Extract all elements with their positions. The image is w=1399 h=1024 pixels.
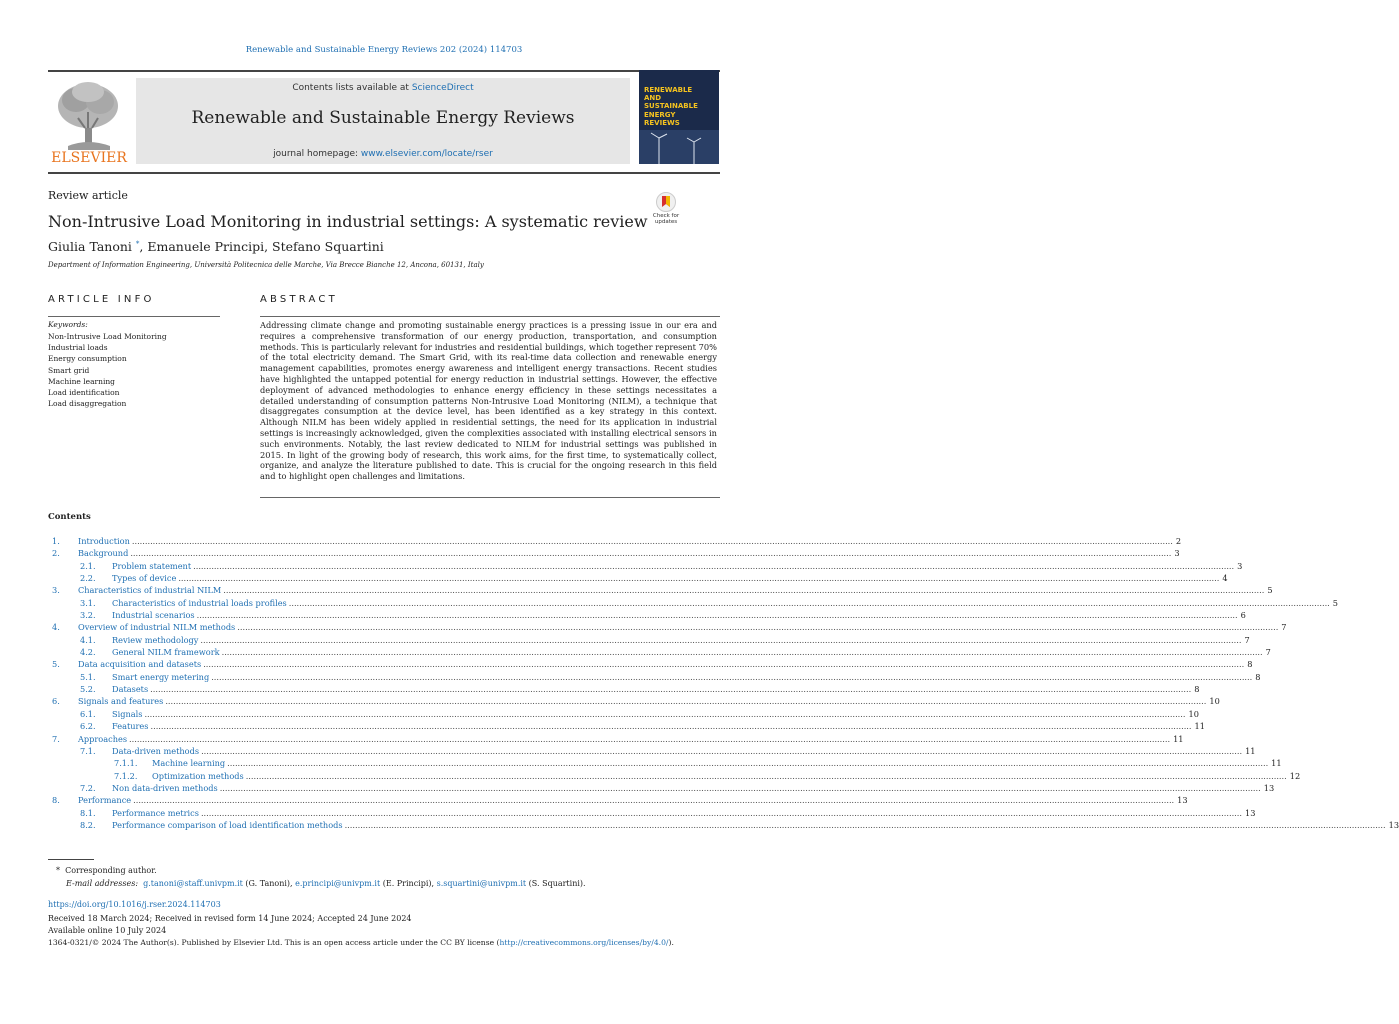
contents-heading: Contents [48, 512, 91, 522]
toc-number: 8.1. [80, 807, 96, 818]
toc-number: 6.1. [80, 708, 96, 719]
toc-leader-dots: ................................................................................................................................................................................................................................................................................................................................................................................................................ [219, 782, 1261, 793]
footnote-mark: * [56, 866, 60, 875]
toc-title-link[interactable]: Datasets [112, 684, 149, 695]
journal-banner [136, 78, 630, 164]
toc-title-link[interactable]: Types of device [112, 573, 177, 584]
corresponding-author-note [56, 866, 157, 875]
email-link[interactable]: s.squartini@univpm.it [436, 879, 527, 888]
toc-number: 8. [52, 795, 60, 806]
toc-title-link[interactable]: Signals and features [78, 696, 164, 707]
cover-title-line: RENEWABLE [644, 86, 693, 94]
keyword: Load identification [48, 388, 120, 398]
toc-number: 4.1. [80, 634, 96, 645]
masthead-bottom-rule [48, 172, 720, 174]
toc-entry[interactable] [52, 622, 1287, 634]
toc-entry[interactable] [52, 795, 1188, 807]
doi-link[interactable]: https://doi.org/10.1016/j.rser.2024.114703 [48, 900, 221, 909]
toc-page-number: 13 [1388, 819, 1399, 830]
toc-title-link[interactable]: Introduction [78, 536, 130, 546]
toc-page-number: 11 [1194, 721, 1205, 732]
toc-leader-dots: ................................................................................................................................................................................................................................................................................................................................................................................................................ [165, 696, 1207, 707]
toc-number: 5.2. [80, 684, 96, 695]
email-owner: (S. Squartini). [526, 879, 586, 888]
toc-leader-dots: ................................................................................................................................................................................................................................................................................................................................................................................................................ [237, 622, 1279, 633]
toc-number: 2. [52, 548, 60, 559]
toc-page-number: 3 [1237, 560, 1243, 571]
abstract-heading: ABSTRACT [260, 294, 338, 305]
toc-leader-dots: ................................................................................................................................................................................................................................................................................................................................................................................................................ [131, 536, 1173, 546]
toc-entry[interactable] [52, 573, 1228, 585]
toc-entry[interactable] [52, 659, 1253, 671]
contents-availability [136, 83, 630, 93]
toc-page-number: 7 [1244, 634, 1250, 645]
license-link[interactable]: http://creativecommons.org/licenses/by/4.0/ [499, 938, 669, 947]
affiliation: Department of Information Engineering, Università Politecnica delle Marche, Via Brecce Bianche 12, Ancona, 60131, Italy [48, 261, 484, 269]
email-link[interactable]: g.tanoni@staff.univpm.it [143, 879, 243, 888]
toc-title-link[interactable]: Approaches [78, 733, 128, 744]
toc-entry[interactable] [52, 807, 1256, 820]
toc-title-link[interactable]: Machine learning [152, 758, 226, 769]
toc-label [112, 708, 1199, 719]
toc-label [112, 647, 1271, 658]
toc-page-number: 11 [1173, 733, 1184, 744]
toc-page-number: 7 [1265, 647, 1271, 658]
toc-title-link[interactable]: Performance comparison of load identification methods [112, 819, 343, 830]
toc-page-number: 4 [1222, 573, 1228, 584]
toc-entry[interactable] [52, 721, 1205, 733]
cover-title-line: REVIEWS [644, 118, 680, 127]
toc-label [78, 696, 1220, 707]
email-addresses [66, 879, 586, 888]
corresponding-author-mark[interactable]: * [135, 239, 140, 248]
toc-label [78, 795, 1188, 806]
toc-entry[interactable] [52, 597, 1338, 610]
toc-number: 5.1. [80, 671, 96, 682]
received-dates: Received 18 March 2024; Received in revised form 14 June 2024; Accepted 24 June 2024 [48, 914, 412, 923]
toc-leader-dots: ................................................................................................................................................................................................................................................................................................................................................................................................................ [223, 585, 1265, 596]
check-for-updates-label: Check for updates [652, 213, 680, 225]
info-divider [48, 316, 220, 317]
email-label: E-mail addresses: [66, 879, 139, 888]
toc-leader-dots: ................................................................................................................................................................................................................................................................................................................................................................................................................ [200, 634, 1242, 645]
toc-label [112, 819, 1399, 830]
toc-label [112, 684, 1200, 695]
toc-number: 3. [52, 585, 60, 596]
toc-number: 1. [52, 536, 60, 546]
toc-label [112, 671, 1261, 682]
toc-leader-dots: ................................................................................................................................................................................................................................................................................................................................................................................................................ [211, 671, 1253, 682]
toc-label [112, 807, 1256, 818]
sciencedirect-link[interactable]: ScienceDirect [411, 83, 474, 93]
toc-number: 5. [52, 659, 60, 670]
cover-title [644, 86, 698, 127]
toc-title-link[interactable]: Optimization methods [152, 770, 244, 781]
toc-number: 7.2. [80, 782, 96, 793]
toc-label [78, 622, 1287, 633]
toc-page-number: 10 [1188, 708, 1199, 719]
toc-entry[interactable] [52, 548, 1180, 560]
toc-label [152, 758, 1282, 769]
article-title: Non-Intrusive Load Monitoring in industrial settings: A systematic review [48, 212, 648, 231]
toc-entry[interactable] [52, 671, 1261, 684]
toc-entry[interactable] [52, 684, 1200, 696]
toc-page-number: 13 [1263, 782, 1275, 793]
toc-leader-dots: ................................................................................................................................................................................................................................................................................................................................................................................................................ [133, 795, 1175, 806]
toc-number: 6.2. [80, 721, 96, 732]
toc-leader-dots: ................................................................................................................................................................................................................................................................................................................................................................................................................ [227, 758, 1269, 769]
journal-title: Renewable and Sustainable Energy Reviews [191, 108, 575, 128]
toc-number: 7.1.1. [114, 758, 138, 769]
toc-entry[interactable] [52, 770, 1301, 783]
toc-page-number: 5 [1267, 585, 1273, 596]
journal-homepage [136, 149, 630, 159]
toc-page-number: 8 [1255, 671, 1261, 682]
keyword: Energy consumption [48, 354, 127, 364]
toc-number: 4. [52, 622, 60, 633]
toc-title-link[interactable]: Features [112, 721, 149, 732]
toc-leader-dots: ................................................................................................................................................................................................................................................................................................................................................................................................................ [144, 708, 1186, 719]
toc-page-number: 7 [1281, 622, 1287, 633]
cover-title-line: SUSTAINABLE [644, 102, 698, 111]
toc-leader-dots: ................................................................................................................................................................................................................................................................................................................................................................................................................ [200, 807, 1242, 818]
toc-leader-dots: ................................................................................................................................................................................................................................................................................................................................................................................................................ [193, 560, 1235, 571]
toc-leader-dots: ................................................................................................................................................................................................................................................................................................................................................................................................................ [221, 647, 1263, 658]
toc-title-link[interactable]: General NILM framework [112, 647, 220, 658]
toc-title-link[interactable]: Smart energy metering [112, 671, 210, 682]
toc-title-link[interactable]: Overview of industrial NILM methods [78, 622, 236, 633]
toc-number: 6. [52, 696, 60, 707]
check-for-updates-button[interactable] [645, 192, 687, 234]
toc-label [112, 573, 1228, 584]
elsevier-wordmark: ELSEVIER [51, 150, 127, 166]
author-list [48, 239, 384, 254]
keyword: Machine learning [48, 376, 115, 386]
toc-label [112, 610, 1246, 621]
toc-entry[interactable] [52, 647, 1271, 659]
keyword: Smart grid [48, 365, 90, 375]
abstract-text: Addressing climate change and promoting sustainable energy practices is a pressing issue in our era and requires a comprehensive transformation of our energy production, transportation, and consumption methods. This is particularly relevant for industries and residential buildings, which together represent 70% of the total electricity demand. The Smart Grid, with its real-time data collection and renewable energy management capabilities, promotes energy awareness and intelligent energy transactions. Recent studies have highlighted the untapped potential for energy reduction in industrial settings. However, the effective deployment of advanced methodologies to enhance energy efficiency in these settings necessitates a detailed understanding of consumption patterns Non-Intrusive Load Monitoring (NILM), a technique that disaggregates consumption at the device level, has been identified as a key strategy in this context. Although NILM has been widely applied in residential settings, the need for its application in industrial settings is increasingly acknowledged, given the complexities associated with installing electrical sensors in such environments. Notably, the last review dedicated to NILM for industrial settings was published in 2015. In light of the growing body of research, this work aims, for the first time, to systematically collect, organize, and analyze the literature published to date. This is crucial for the ongoing research in this field and to highlight open challenges and limitations. [260, 320, 717, 482]
copyright-notice [48, 938, 674, 947]
toc-number: 7.1. [80, 745, 96, 756]
toc-title-link[interactable]: Signals [112, 708, 143, 719]
toc-label [78, 659, 1253, 670]
elsevier-tree-icon [48, 78, 130, 164]
toc-title-link[interactable]: Problem statement [112, 560, 192, 571]
toc-page-number: 13 [1244, 807, 1256, 818]
toc-page-number: 8 [1194, 684, 1200, 695]
email-owner: (G. Tanoni), [242, 879, 296, 888]
elsevier-logo[interactable] [48, 78, 130, 164]
toc-number: 3.1. [80, 597, 96, 608]
toc-entry[interactable] [52, 758, 1282, 770]
keyword: Non-Intrusive Load Monitoring [48, 332, 167, 341]
author-name[interactable]: Giulia Tanoni [48, 239, 132, 254]
email-link[interactable]: e.principi@univpm.it [295, 879, 381, 888]
toc-label [152, 770, 1301, 781]
toc-label [112, 745, 1256, 756]
email-owner: (E. Principi), [380, 879, 437, 888]
toc-title-link[interactable]: Performance metrics [112, 807, 199, 818]
toc-title-link[interactable]: Performance [78, 795, 132, 806]
masthead-top-rule [48, 70, 720, 72]
toc-entry[interactable] [52, 634, 1250, 647]
toc-entry[interactable] [52, 745, 1256, 758]
toc-leader-dots: ................................................................................................................................................................................................................................................................................................................................................................................................................ [150, 684, 1192, 695]
toc-label [112, 634, 1250, 645]
toc-title-link[interactable]: Characteristics of industrial NILM [78, 585, 222, 596]
toc-label [78, 733, 1184, 744]
toc-number: 4.2. [80, 647, 96, 658]
toc-leader-dots: ................................................................................................................................................................................................................................................................................................................................................................................................................ [288, 597, 1330, 608]
footnote-rule [48, 859, 94, 860]
toc-label [78, 536, 1182, 546]
toc-entry[interactable] [52, 733, 1184, 746]
toc-page-number: 13 [1177, 795, 1188, 806]
toc-leader-dots: ................................................................................................................................................................................................................................................................................................................................................................................................................ [178, 573, 1220, 584]
copyright-suffix: ). [668, 938, 674, 947]
toc-page-number: 11 [1245, 745, 1256, 756]
author-names[interactable]: , Emanuele Principi, Stefano Squartini [139, 239, 384, 254]
toc-page-number: 3 [1174, 548, 1180, 559]
toc-title-link[interactable]: Characteristics of industrial loads profiles [112, 597, 287, 608]
journal-cover-image[interactable] [639, 70, 719, 164]
article-info-heading: ARTICLE INFO [48, 294, 155, 305]
keywords-list [48, 331, 167, 409]
toc-leader-dots: ................................................................................................................................................................................................................................................................................................................................................................................................................ [203, 659, 1245, 670]
toc-page-number: 8 [1247, 659, 1253, 670]
toc-entry[interactable] [52, 585, 1273, 597]
copyright-text: 1364-0321/© 2024 The Author(s). Published by Elsevier Ltd. This is an open access article under the CC BY license ( [48, 938, 500, 947]
toc-entry[interactable] [52, 560, 1243, 573]
toc-page-number: 5 [1332, 597, 1338, 608]
toc-label [78, 548, 1180, 559]
toc-leader-dots: ................................................................................................................................................................................................................................................................................................................................................................................................................ [344, 819, 1386, 830]
wind-turbine-icon [639, 130, 719, 164]
toc-entry[interactable] [52, 782, 1275, 795]
homepage-link[interactable]: www.elsevier.com/locate/rser [360, 149, 493, 159]
toc-leader-dots: ................................................................................................................................................................................................................................................................................................................................................................................................................ [150, 721, 1192, 732]
corresponding-label: Corresponding author. [65, 866, 157, 875]
abstract-end-divider [260, 497, 720, 498]
online-date: Available online 10 July 2024 [48, 926, 167, 936]
toc-leader-dots: ................................................................................................................................................................................................................................................................................................................................................................................................................ [130, 548, 1172, 559]
toc-title-link[interactable]: Non data-driven methods [112, 782, 218, 793]
toc-title-link[interactable]: Data acquisition and datasets [78, 659, 202, 670]
cover-title-line: ENERGY [644, 110, 676, 119]
toc-number: 3.2. [80, 610, 96, 621]
homepage-prefix: journal homepage: [273, 149, 361, 159]
toc-title-link[interactable]: Review methodology [112, 634, 199, 645]
toc-number: 7. [52, 733, 60, 744]
toc-number: 8.2. [80, 819, 96, 830]
toc-leader-dots: ................................................................................................................................................................................................................................................................................................................................................................................................................ [245, 770, 1287, 781]
publication-dates [48, 913, 412, 938]
toc-number: 2.2. [80, 573, 96, 584]
toc-title-link[interactable]: Industrial scenarios [112, 610, 195, 621]
crossmark-icon [656, 192, 676, 212]
toc-number: 7.1.2. [114, 770, 138, 781]
table-of-contents [52, 536, 1399, 832]
toc-label [112, 560, 1243, 571]
toc-label [112, 597, 1338, 608]
toc-title-link[interactable]: Background [78, 548, 129, 559]
toc-page-number: 2 [1175, 536, 1182, 546]
toc-leader-dots: ................................................................................................................................................................................................................................................................................................................................................................................................................ [196, 610, 1238, 621]
toc-label [112, 721, 1205, 732]
toc-page-number: 11 [1271, 758, 1282, 769]
toc-label [112, 782, 1275, 793]
contents-prefix: Contents lists available at [292, 83, 412, 93]
toc-entry[interactable] [52, 610, 1246, 622]
toc-label [78, 585, 1273, 596]
toc-page-number: 10 [1209, 696, 1220, 707]
toc-number: 2.1. [80, 560, 96, 571]
toc-page-number: 12 [1289, 770, 1301, 781]
toc-title-link[interactable]: Data-driven methods [112, 745, 200, 756]
keyword: Load disaggregation [48, 399, 127, 409]
keywords-label: Keywords: [48, 320, 88, 329]
toc-leader-dots: ................................................................................................................................................................................................................................................................................................................................................................................................................ [129, 733, 1171, 744]
article-type: Review article [48, 189, 128, 202]
journal-citation[interactable]: Renewable and Sustainable Energy Reviews 202 (2024) 114703 [245, 45, 523, 55]
toc-entry[interactable] [52, 696, 1220, 708]
toc-page-number: 6 [1240, 610, 1246, 621]
keyword: Industrial loads [48, 343, 108, 353]
abstract-divider [260, 316, 720, 317]
toc-leader-dots: ................................................................................................................................................................................................................................................................................................................................................................................................................ [201, 745, 1243, 756]
toc-entry[interactable] [52, 708, 1199, 721]
cover-title-line: AND [644, 94, 662, 103]
toc-entry[interactable] [52, 536, 1182, 548]
toc-entry[interactable] [52, 819, 1399, 832]
